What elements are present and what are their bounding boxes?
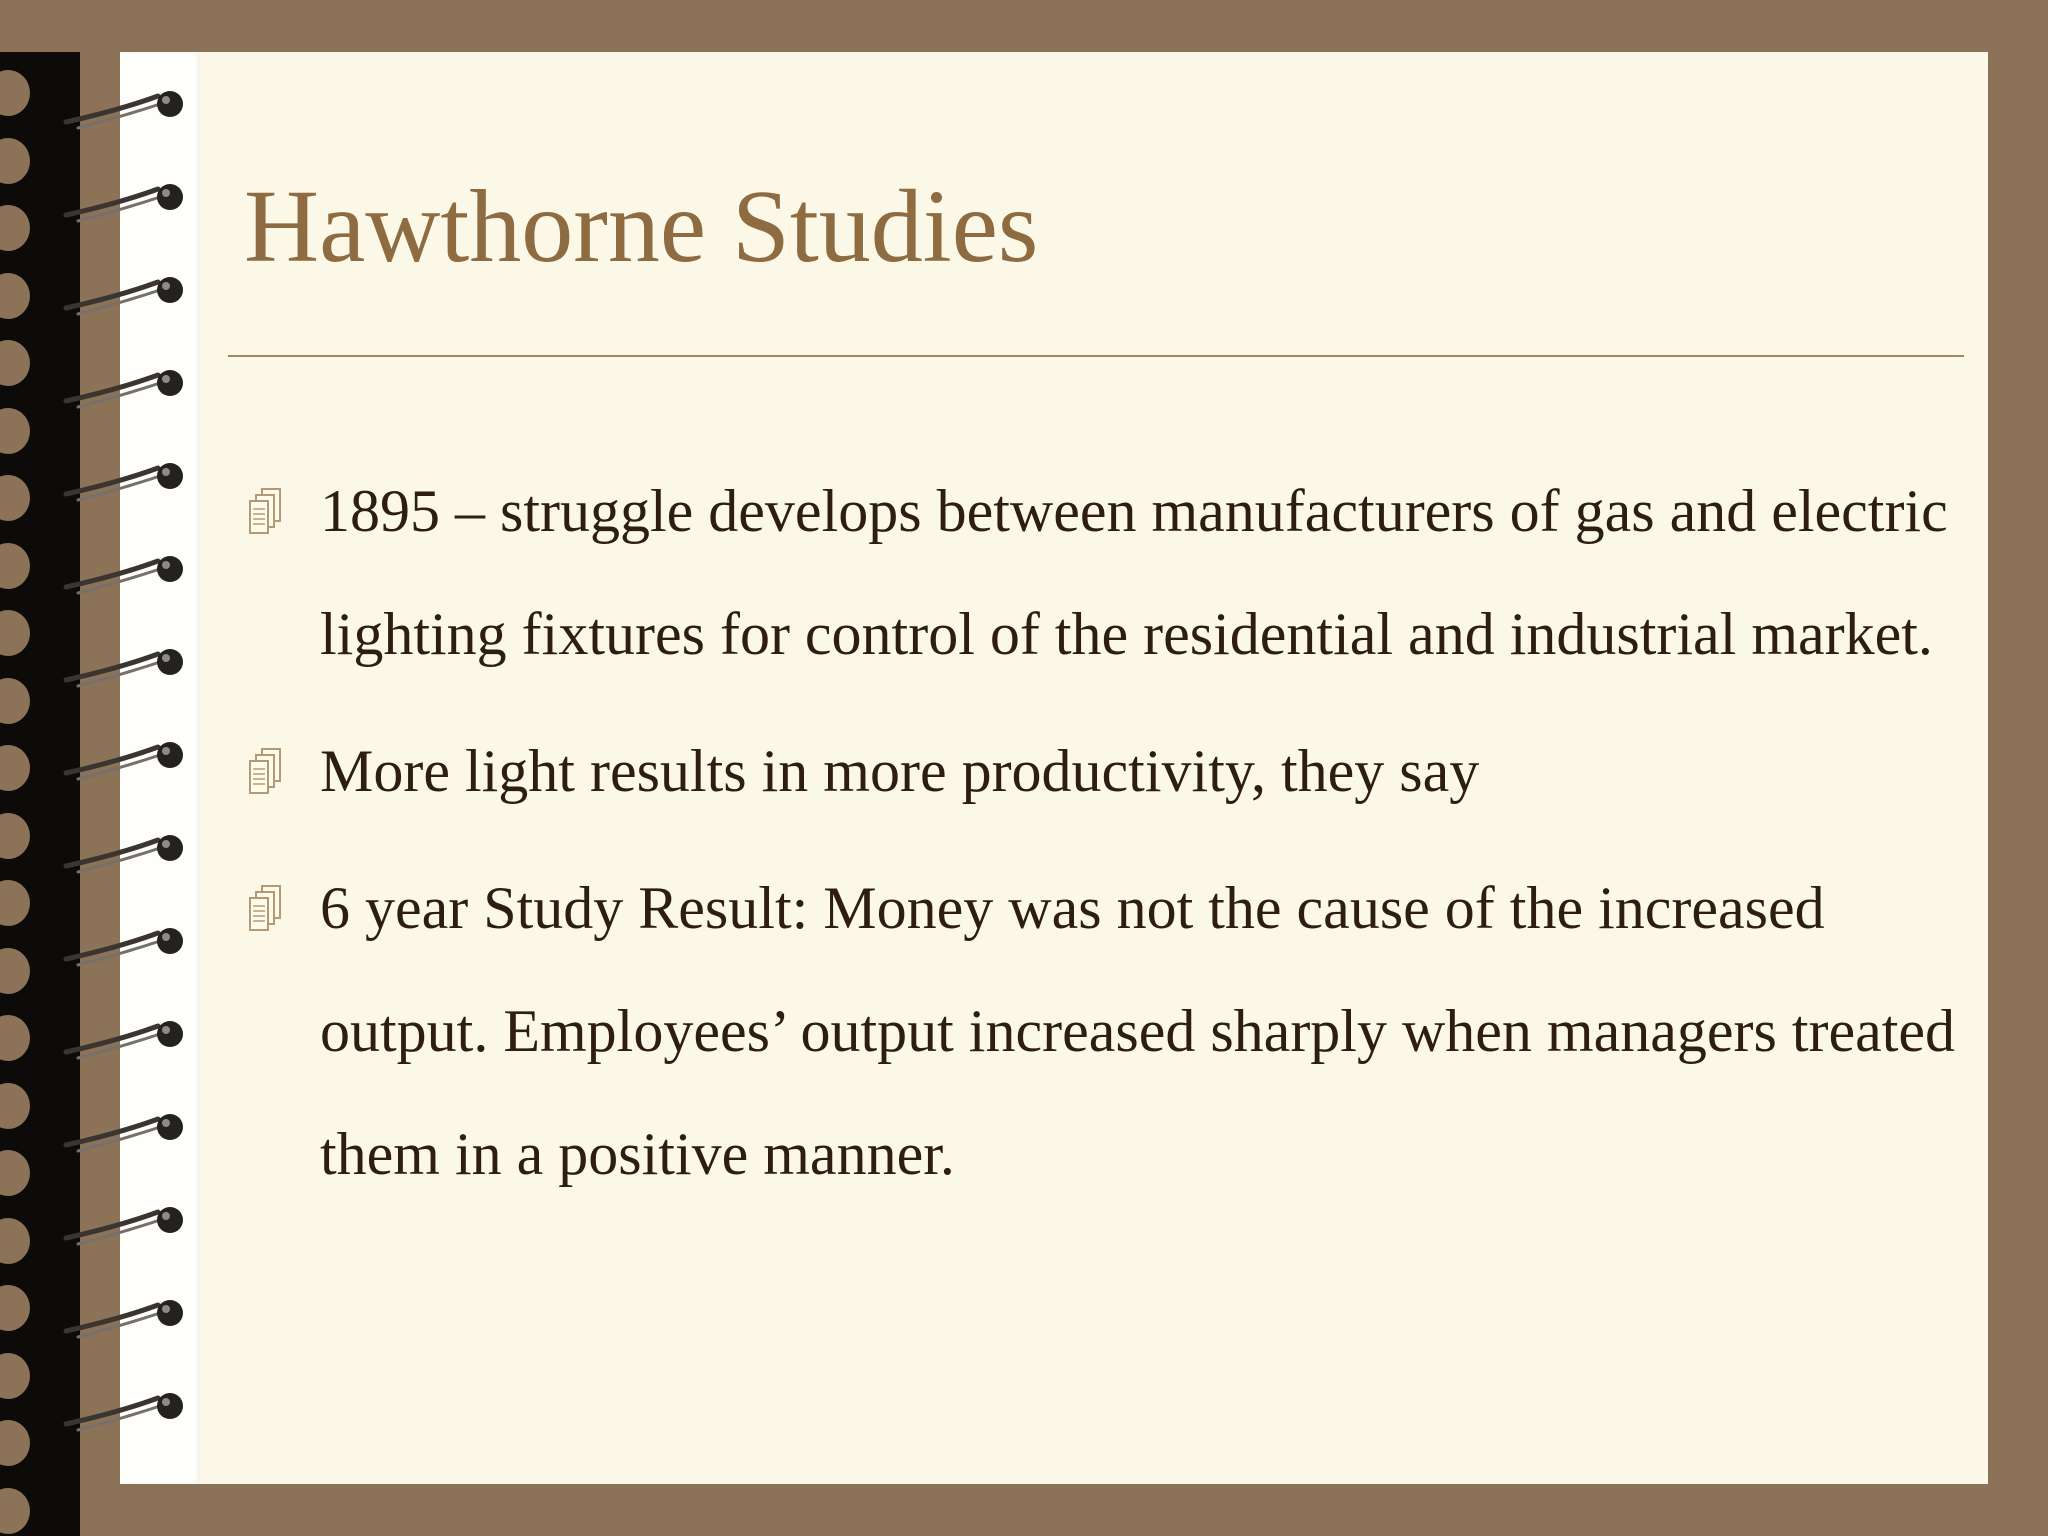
binding-hole (0, 610, 30, 656)
spiral-ring (60, 262, 220, 322)
spiral-ring (60, 913, 220, 973)
binding-hole (0, 948, 30, 994)
binding-hole (0, 543, 30, 589)
binding-hole (0, 1285, 30, 1331)
spiral-ring (60, 541, 220, 601)
bullet-item (240, 450, 1960, 696)
spiral-ring (60, 1099, 220, 1159)
binding-hole (0, 1420, 30, 1466)
binding-hole (0, 1150, 30, 1196)
spiral-ring (60, 1378, 220, 1438)
binding-hole (0, 1353, 30, 1399)
spiral-ring (60, 169, 220, 229)
binding-hole (0, 813, 30, 859)
binding-hole (0, 475, 30, 521)
bullet-item (240, 710, 1960, 833)
bullet-text: 1895 – struggle develops between manufacturers of gas and electric lighting fixtures for control of the residential and industrial market. (320, 478, 1948, 667)
bullet-item (240, 847, 1960, 1216)
slide-title: Hawthorne Studies (244, 169, 1039, 284)
binding-hole (0, 70, 30, 116)
binding-hole (0, 205, 30, 251)
binding-hole (0, 880, 30, 926)
spiral-ring (60, 820, 220, 880)
spiral-binding (60, 52, 220, 1484)
stacked-pages-icon (244, 485, 284, 545)
binding-hole (0, 1015, 30, 1061)
bullet-text: 6 year Study Result: Money was not the cause of the increased output. Employees’ output increased sharply when managers treated them in a positive manner. (320, 875, 1956, 1187)
binding-hole (0, 745, 30, 791)
binding-hole (0, 678, 30, 724)
spiral-ring (60, 1006, 220, 1066)
spiral-ring (60, 727, 220, 787)
spiral-ring (60, 634, 220, 694)
spiral-ring (60, 1285, 220, 1345)
binding-hole (0, 1488, 30, 1534)
binding-hole (0, 340, 30, 386)
bullet-text: More light results in more productivity, they say (320, 738, 1480, 804)
stacked-pages-icon (244, 745, 284, 805)
title-divider (228, 355, 1964, 357)
binding-hole (0, 273, 30, 319)
spiral-ring (60, 448, 220, 508)
binding-hole (0, 1218, 30, 1264)
binding-hole (0, 1083, 30, 1129)
stacked-pages-icon (244, 882, 284, 942)
binding-hole (0, 408, 30, 454)
spiral-ring (60, 355, 220, 415)
spiral-ring (60, 76, 220, 136)
spiral-ring (60, 1192, 220, 1252)
bullet-list (240, 450, 1960, 1216)
binding-hole (0, 138, 30, 184)
